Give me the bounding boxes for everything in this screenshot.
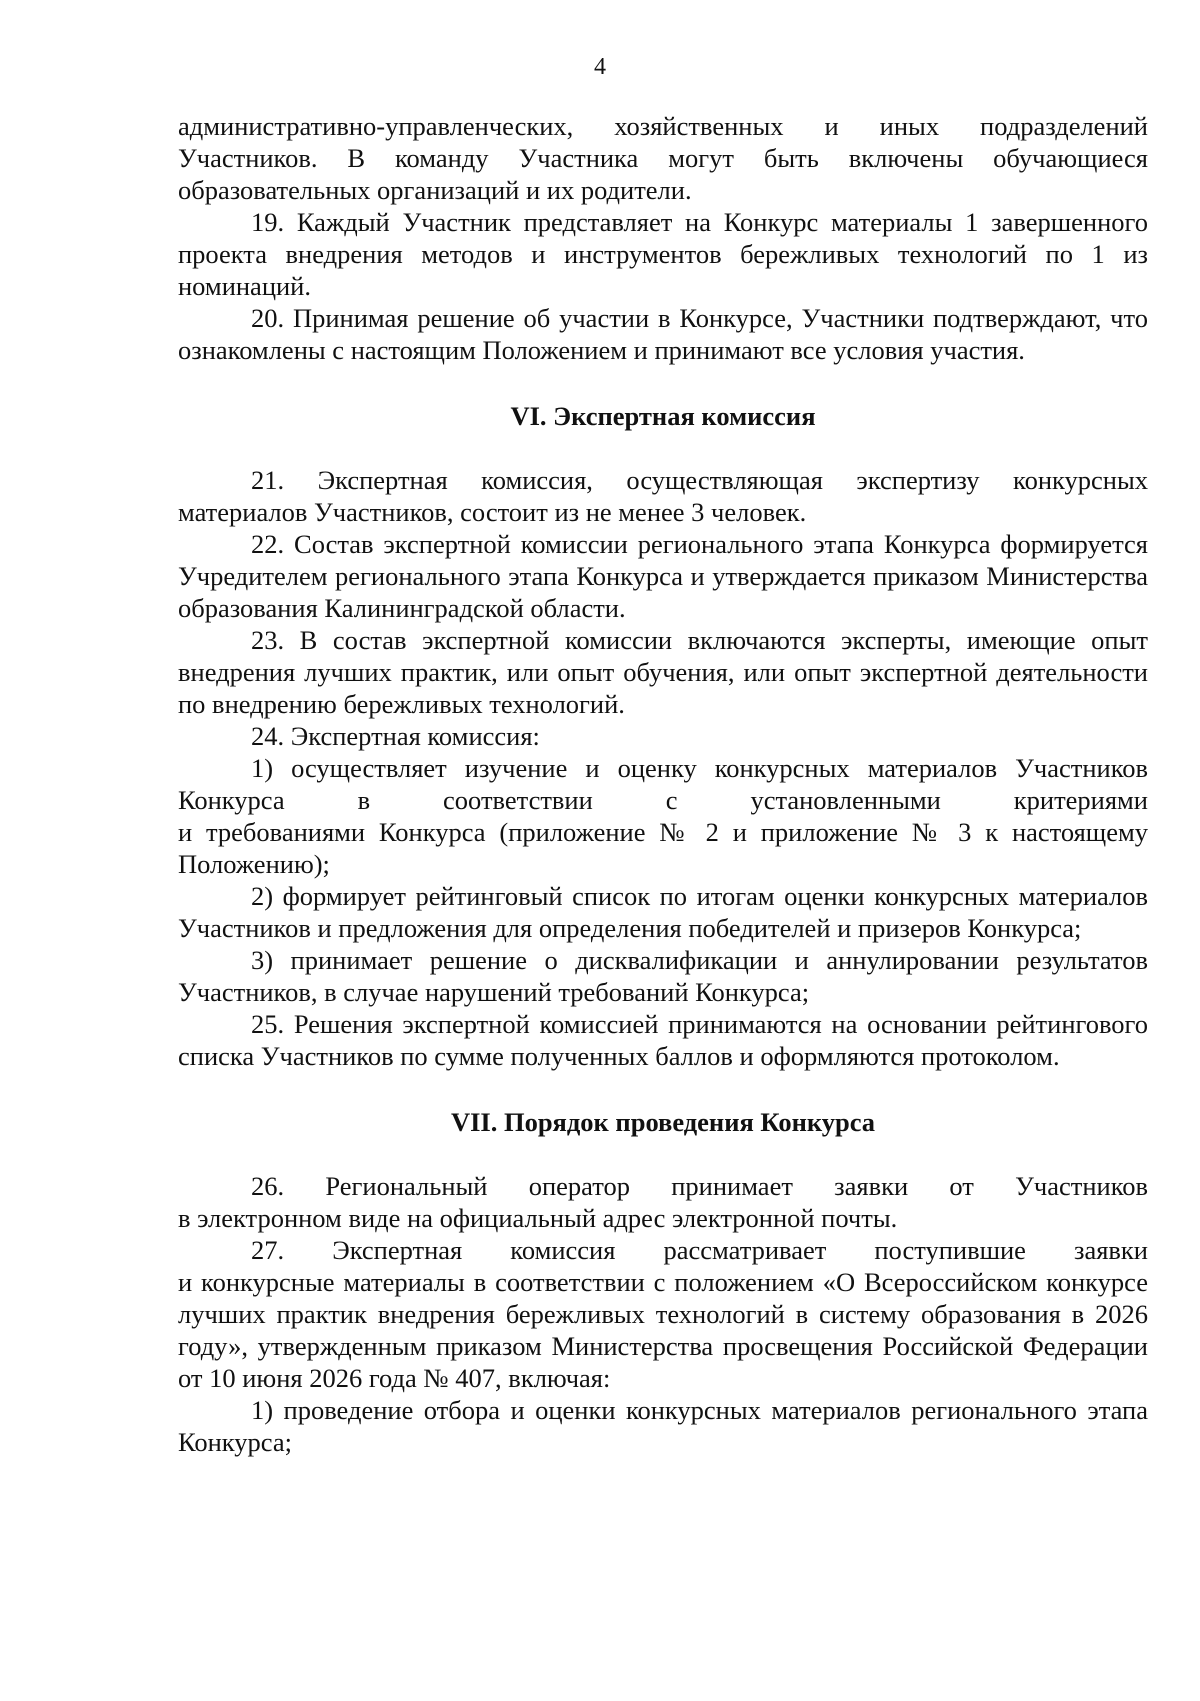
paragraph-26-part-1: 26. Региональный оператор принимает заявки от Участников <box>251 1171 1148 1201</box>
paragraph-27-part-2: и конкурсные материалы в соответствии с положением «О Всероссийском конкурсе лучших практик внедрения бережливых технологий в систему образования в 2026 году», утвержденным приказом Министерства просвещения Российской Федерации от 10 июня 2026 года № 407, включая: <box>178 1267 1148 1393</box>
paragraph-23: 23. В состав экспертной комиссии включаются эксперты, имеющие опыт внедрения лучших практик, или опыт обучения, или опыт экспертной деятельности по внедрению бережливых технологий. <box>178 625 1148 719</box>
paragraph-24-item-3: 3) принимает решение о дисквалификации и аннулировании результатов Участников, в случае нарушений требований Конкурса; <box>178 945 1148 1007</box>
paragraph-24-item-2: 2) формирует рейтинговый список по итогам оценки конкурсных материалов Участников и предложения для определения победителей и призеров Конкурса; <box>178 881 1148 943</box>
paragraph-27-part-1: 27. Экспертная комиссия рассматривает поступившие заявки <box>251 1235 1148 1265</box>
page-number: 4 <box>594 54 606 80</box>
paragraph-24: 24. Экспертная комиссия: <box>251 721 540 751</box>
section-7-title: VII. Порядок проведения Конкурса <box>450 1107 876 1137</box>
paragraph-25: 25. Решения экспертной комиссией принимаются на основании рейтингового списка Участников по сумме полученных баллов и оформляются протоколом. <box>178 1009 1148 1071</box>
paragraph-21: 21. Экспертная комиссия, осуществляющая экспертизу конкурсных материалов Участников, состоит из не менее 3 человек. <box>178 465 1148 527</box>
paragraph-19: 19. Каждый Участник представляет на Конкурс материалы 1 завершенного проекта внедрения методов и инструментов бережливых технологий по 1 из номинаций. <box>178 207 1148 301</box>
paragraph-20: 20. Принимая решение об участии в Конкурсе, Участники подтверждают, что ознакомлены с настоящим Положением и принимают все условия участия. <box>178 303 1148 365</box>
paragraph-24-item-1-part-2: и требованиями Конкурса (приложение № 2 и приложение № 3 к настоящему Положению); <box>178 817 1148 879</box>
paragraph-27-item-1: 1) проведение отбора и оценки конкурсных материалов регионального этапа Конкурса; <box>178 1395 1148 1457</box>
section-6-title: VI. Экспертная комиссия <box>510 401 816 431</box>
document-body <box>178 110 1148 1458</box>
paragraph-24-item-1-part-1: 1) осуществляет изучение и оценку конкурсных материалов Участников Конкурса в соответствии с установленными критериями <box>178 753 1148 815</box>
paragraph-22: 22. Состав экспертной комиссии регионального этапа Конкурса формируется Учредителем регионального этапа Конкурса и утверждается приказом Министерства образования Калининградской области. <box>178 529 1148 623</box>
intro-paragraph: административно-управленческих, хозяйственных и иных подразделений Участников. В команду Участника могут быть включены обучающиеся образовательных организаций и их родители. <box>178 111 1148 205</box>
paragraph-26-part-2: в электронном виде на официальный адрес электронной почты. <box>178 1203 898 1233</box>
